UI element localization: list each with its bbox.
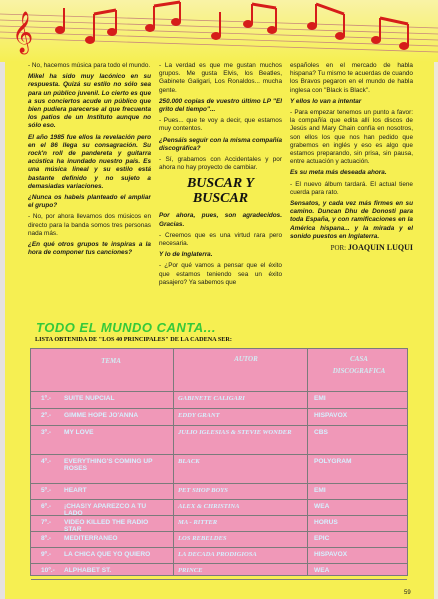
artist-name: ALEX & CHRISTINA <box>178 503 240 510</box>
record-label: HISPAVOX <box>314 412 348 419</box>
rank-number: 3º.- <box>41 429 52 436</box>
rank-number: 4º.- <box>41 458 52 465</box>
byline <box>290 244 413 252</box>
question: Mikel ha sido muy lacónico en su respuesta. Quizá su estilo no sólo sea para un público juvenil. Lo cierto es que a sus conciertos acude un público que bien pudiera parecerse al que frecuenta los patios de un Instituto aunque no sólo eso. <box>28 73 151 130</box>
list-source: LISTA OBTENIDA DE "LOS 40 PRINCIPALES" DE LA CADENA SER: <box>35 336 232 343</box>
song-title: VIDEO KILLED THE RADIO STAR <box>64 519 149 533</box>
song-title: LA CHICA QUE YO QUIERO <box>64 551 151 558</box>
text-column-3 <box>290 62 413 322</box>
svg-text:𝄞: 𝄞 <box>12 12 34 53</box>
table-row <box>31 425 407 455</box>
rank-number: 9º.- <box>41 551 52 558</box>
rank-number: 6º.- <box>41 503 52 510</box>
page-left-edge <box>0 0 5 599</box>
rank-number: 2º.- <box>41 412 52 419</box>
record-label: HISPAVOX <box>314 551 348 558</box>
song-title: HEART <box>64 487 87 494</box>
music-staff-banner <box>0 0 438 62</box>
byline-prefix: POR: <box>330 244 347 253</box>
question: Sensatos, y cada vez más firmes en su camino. Duncan Dhu de Donosti para toda España, y con ramificaciones en la América hispana... y la mirada y el sonido puestos en Inglaterra. <box>290 200 413 240</box>
record-label: EPIC <box>314 535 330 542</box>
record-label: EMI <box>314 395 326 402</box>
question: Y lo de Inglaterra. <box>159 251 213 259</box>
song-title: MY LOVE <box>64 429 94 436</box>
rank-number: 10º.- <box>41 567 55 574</box>
song-title: ALPHABET ST. <box>64 567 112 574</box>
table-row <box>31 515 407 532</box>
table-row <box>31 454 407 484</box>
paragraph: - Para empezar tenemos un punto a favor: la compañía que edita allí los discos de Jesús and Mary Chain confía en nosotros, son ellos los que nos han pedido que grabemos en inglés y eso es algo que estamos preparando, sin prisa, sin pausa, entre actuación y actuación. <box>290 109 413 166</box>
table-row <box>31 499 407 516</box>
header-label-line1: CASA <box>350 355 368 363</box>
byline-author: JOAQUIN LUQUI <box>347 243 413 253</box>
question: Por ahora, pues, son agradecidos. Gracias. <box>159 212 282 228</box>
artist-name: PET SHOP BOYS <box>178 487 228 494</box>
record-label: CBS <box>314 429 328 436</box>
table-header <box>31 349 407 392</box>
header-artist: AUTOR <box>234 355 258 363</box>
table-row <box>31 547 407 564</box>
artist-name: LA DECADA PRODIGIOSA <box>178 551 257 558</box>
music-notes-decoration <box>0 0 438 62</box>
paragraph: - El nuevo álbum tardará. El actual tiene cuerda para rato. <box>290 180 413 196</box>
artist-name: JULIO IGLESIAS & STEVIE WONDER <box>178 429 292 436</box>
record-label: WEA <box>314 567 330 574</box>
artist-name: EDDY GRANT <box>178 412 220 419</box>
column-divider <box>307 349 308 575</box>
table-row <box>31 483 407 500</box>
artist-name: PRINCE <box>178 567 203 574</box>
rank-number: 1º.- <box>41 395 52 402</box>
paragraph: - ¿Por qué vamos a pensar que el éxito que estamos teniendo sea un éxito pasajero? Ya sabemos que <box>159 262 282 286</box>
section-headline: BUSCAR Y BUSCAR <box>186 176 255 207</box>
top-ten-table <box>30 348 408 576</box>
table-row <box>31 408 407 426</box>
paragraph: - Sí, grabamos con Accidentales y por ahora no hay proyecto de cambiar. <box>159 156 282 172</box>
question: El año 1985 fue ellos la revelación pero en el 86 llega su consagración. Su rock'n roll de pandereta y guitarra acústica ha inundado nuestro país. Es una música lineal y su estilo está bastante definido y no sujeto a demasiadas variaciones. <box>28 133 151 190</box>
question: ¿Pensáis seguir con la misma compañía discográfica? <box>159 136 282 152</box>
song-title: ¡CHAS!Y APAREZCO A TU LADO <box>64 503 147 517</box>
song-title: SUITE NUPCIAL <box>64 395 115 402</box>
question: 250.000 copias de vuestro último LP "El grito del tiempo"... <box>159 97 282 114</box>
section-title: TODO EL MUNDO CANTA... <box>36 320 216 335</box>
artist-name: GABINETE CALIGARI <box>178 395 245 402</box>
paragraph: españoles en el mercado de habla hispana? Tu mismo te acuerdas de cuando los Bravos pegaron en el mundo de habla inglesa con "Black is Black". <box>290 62 413 94</box>
song-title: MEDITERRANEO <box>64 535 118 542</box>
paragraph: - La verdad es que me gustan muchos grupos. Me gusta Elvis, los Beatles, Gabinete Galigari, Los Ronaldos... mucha gente. <box>159 62 282 94</box>
header-label-line2: DISCOGRAFICA <box>332 367 386 375</box>
text-column-1 <box>28 62 151 322</box>
text-column-2 <box>159 62 282 322</box>
interview-text <box>28 62 413 322</box>
song-title: EVERYTHING'S COMING UP ROSES <box>64 458 153 472</box>
artist-name: BLACK <box>178 458 200 465</box>
page-right-edge <box>434 0 438 599</box>
paragraph: - No, hacemos música para todo el mundo. <box>28 62 151 69</box>
rank-number: 5º.- <box>41 487 52 494</box>
paragraph: - Creemos que es una virtud rara pero necesaria. <box>159 231 282 248</box>
page-number: 59 <box>404 590 411 596</box>
record-label: EMI <box>314 487 326 494</box>
table-row <box>31 563 407 580</box>
paragraph: - No, por ahora llevamos dos músicos en directo para la banda somos tres personas nada más. <box>28 213 151 237</box>
question: Es su meta más deseada ahora. <box>290 169 387 177</box>
record-label: HORUS <box>314 519 338 526</box>
paragraph: - Pues... que te voy a decir, que estamos muy contentos. <box>159 117 282 133</box>
table-row <box>31 391 407 409</box>
artist-name: LOS REBELDES <box>178 535 227 542</box>
record-label: POLYGRAM <box>314 458 352 465</box>
header-song: TEMA <box>101 357 121 365</box>
rank-number: 7º.- <box>41 519 52 526</box>
artist-name: MA - RITTER <box>178 519 218 526</box>
rank-number: 8º.- <box>41 535 52 542</box>
column-divider <box>173 349 174 575</box>
song-title: GIMME HOPE JO'ANNA <box>64 412 139 419</box>
question: Y ellos lo van a intentar <box>290 97 362 105</box>
table-row <box>31 531 407 548</box>
question: ¿Nunca os habeis planteado el ampliar el grupo? <box>28 194 151 210</box>
record-label: WEA <box>314 503 330 510</box>
question: ¿En qué otros grupos te inspiras a la hora de componer tus canciones? <box>28 241 151 257</box>
